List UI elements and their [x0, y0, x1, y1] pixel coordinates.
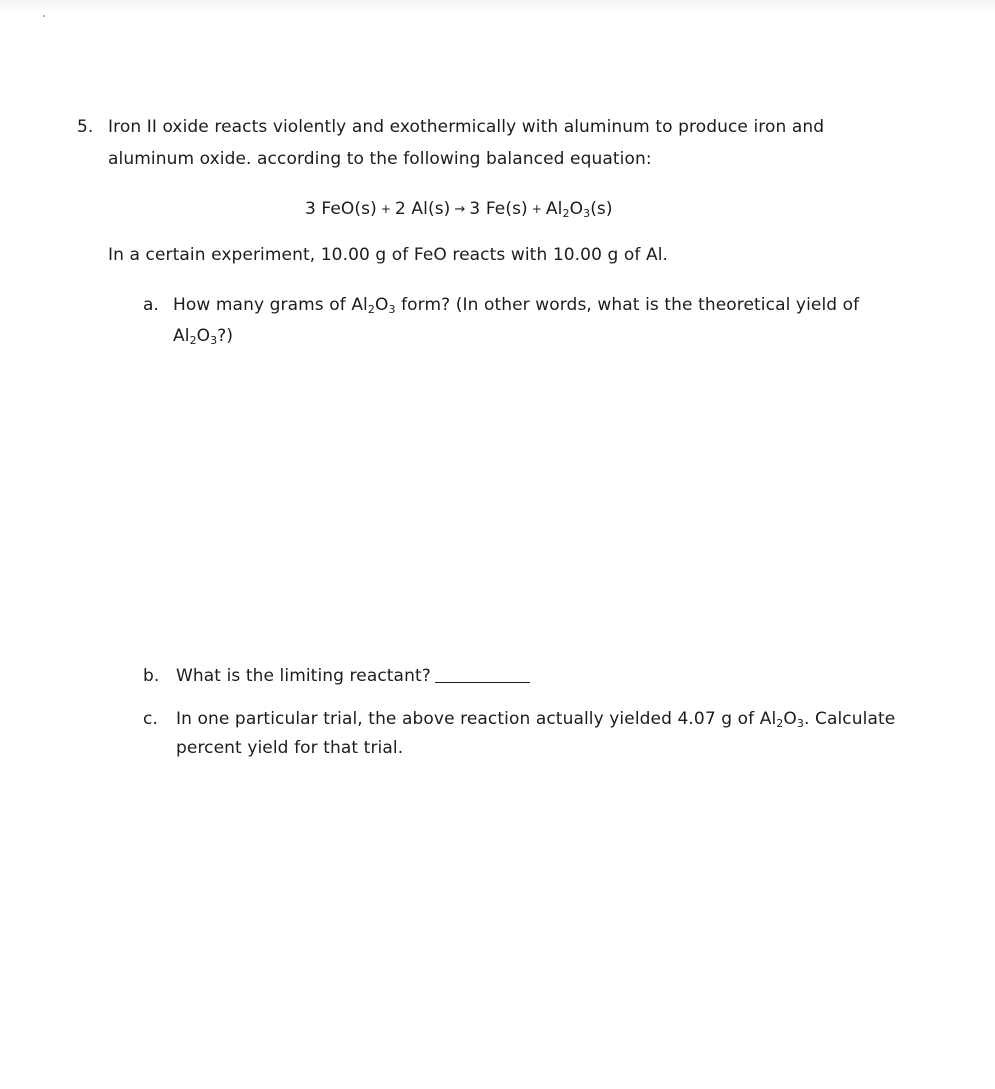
question-stem-line-1: Iron II oxide reacts violently and exothermically with aluminum to produce iron and [108, 117, 825, 137]
part-a-line-1: How many grams of $Al_2O_3$ form? (In other words, what is the theoretical yield of [173, 295, 860, 316]
balanced-equation [305, 198, 613, 221]
question-stem-line-2: aluminum oxide. according to the following balanced equation: [108, 149, 652, 169]
part-c-label: c. [143, 709, 158, 729]
plus-sign: + [531, 202, 542, 216]
answer-blank[interactable] [435, 666, 530, 683]
scan-speck [43, 15, 45, 17]
part-b-label: b. [143, 666, 160, 686]
product-fe: 3 Fe(s) [469, 199, 528, 219]
reactant-al: 2 Al(s) [395, 199, 451, 219]
plus-sign: + [380, 202, 391, 216]
part-c-line-2: percent yield for that trial. [176, 738, 404, 758]
part-a-line-2: $Al_2O_3$?) [173, 326, 234, 347]
reaction-arrow: → [454, 202, 466, 217]
reactant-feo: 3 FeO(s) [305, 199, 377, 219]
product-al2o3: $Al_2O_3(s)$ [545, 199, 613, 220]
part-b-question: What is the limiting reactant? [176, 665, 530, 687]
part-a-label: a. [143, 295, 160, 315]
part-c-line-1: In one particular trial, the above reaction actually yielded 4.07 g of $Al_2O_3$. Calculate [176, 709, 896, 730]
experiment-statement: In a certain experiment, 10.00 g of FeO reacts with 10.00 g of Al. [108, 245, 669, 265]
question-number: 5. [77, 117, 94, 137]
scan-top-edge [0, 0, 995, 12]
